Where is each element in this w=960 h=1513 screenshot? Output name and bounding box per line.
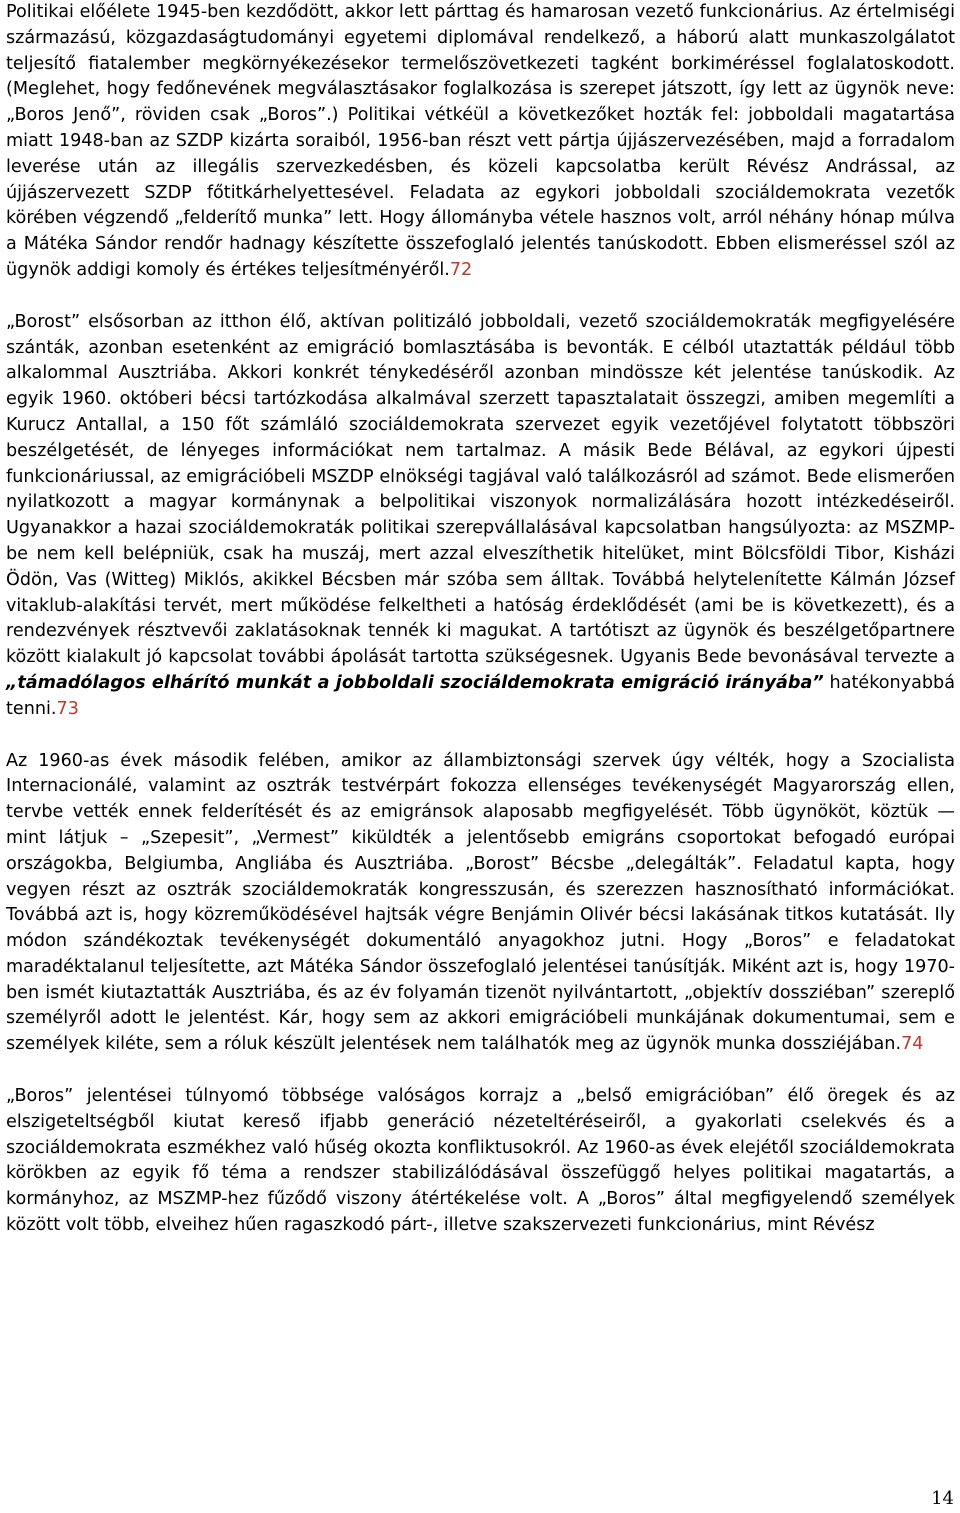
paragraph-text: Az 1960-as évek második felében, amikor az állambiztonsági szervek úgy vélték, hogy a Szocialista Internacionálé, valamint az osztrák testvérpárt fokozza ellenséges tevékenységét Magyarország ellen, tervbe vették ennek felderítését és az emigránsok alaposabb megfigyelését. Több ügynököt, köztük — mint látjuk – „Szepesit”, „Vermest” kiküldték a jelentősebb emigráns csoportokat befogadó európai országokba, Belgiumba, Angliába és Ausztriába. „Borost” Bécsbe „delegálták”. Feladatul kapta, hogy vegyen részt az osztrák szociáldemokraták kongresszusán, és szerezzen hasznosítható információkat. Továbbá azt is, hogy közreműködésével hajtsák végre Benjámin Olivér bécsi lakásának titkos kutatását. Ily módon szándékoztak tevékenységét dokumentáló anyagokhoz jutni. Hogy „Boros” e feladatokat maradéktalanul teljesítette, azt Mátéka Sándor összefoglaló jelentései tanúsítják. Miként azt is, hogy 1970-ben ismét kiutaztatták Ausztriába, és az év folyamán tizenöt nyilvántartott, „objektív dossziéban” szereplő személyről adott le jelentést. Kár, hogy sem az akkori emigrációbeli munkájának dokumentumai, sem e személyek kilétе, sem a róluk készült jelentések nem találhatók meg az ügynök munka dossziéjában. xyxy=(6,750,955,1055)
paragraph-3 xyxy=(6,749,955,1059)
footnote-ref-73[interactable]: 73 xyxy=(56,698,79,719)
paragraph-text: „Borost” elsősorban az itthon élő, aktívan politizáló jobboldali, vezető szociáldemokraták megfigyelésére szánták, azonban esetenként az emigráció bomlasztásába is bevonták. E célból utaztatták például több alkalommal Ausztriába. Akkori konkrét ténykedéséről azonban mindössze két jelentése tanúskodik. Az egyik 1960. októberi bécsi tartózkodása alkalmával szerzett tapasztalatait összegzi, amiben megemlíti a Kurucz Antallal, a 150 főt számláló szociáldemokrata szervezet egyik vezetőjével folytatott többszöri beszélgetését, de lényeges információkat nem tartalmaz. A másik Bede Bélával, az egykori újpesti funkcionáriussal, az emigrációbeli MSZDP elnökségi tagjával való találkozásról ad számot. Bede elismerően nyilatkozott a magyar kormánynak a belpolitikai viszonyok normalizálására hozott intézkedéseiről. Ugyanakkor a hazai szociáldemokraták politikai szerepvállalásával kapcsolatban hangsúlyozta: az MSZMP-be nem kell belépniük, csak ha muszáj, mert azzal elveszíthetik hitelüket, mint Bölcsföldi Tibor, Kisházi Ödön, Vas (Witteg) Miklós, akikkel Bécsben már szóba sem álltak. Továbbá helytelenítette Kálmán József vitaklub-alakítási tervét, mert működése felkeltheti a hatóság érdeklődését (ami be is következett), és a rendezvények résztvevői zaklatásoknak tennék ki magukat. A tartótiszt az ügynök és beszélgetőpartnere között kialakult jó kapcsolat további ápolását tartotta szükségesnek. Ugyanis Bede bevonásával tervezte a xyxy=(6,311,955,668)
paragraph-text-end: hatékonyabbá tenni. xyxy=(6,672,955,719)
paragraph-4 xyxy=(6,1084,955,1239)
paragraph-1 xyxy=(6,0,955,284)
document-page xyxy=(6,0,955,1239)
paragraph-2 xyxy=(6,310,955,723)
footnote-ref-74[interactable]: 74 xyxy=(901,1034,924,1055)
page-number: 14 xyxy=(931,1488,954,1509)
paragraph-text: Politikai előélete 1945-ben kezdődött, akkor lett párttag és hamarosan vezető funkcionárius. Az értelmiségi származású, közgazdaságtudományi egyetemi diplomával rendelkező, a háború alatt munkaszolgálatot teljesítő fiatalember megkörnyékezésekor termelőszövetkezeti tagként borkiméréssel foglalatoskodott. (Meglehet, hogy fedőnevének megválasztásakor foglalkozása is szerepet játszott, így lett az ügynök neve: „Boros Jenő”, röviden csak „Boros”.) Politikai vétkéül a következőket hozták fel: jobboldali magatartása miatt 1948-ban az SZDP kizárta soraiból, 1956-ban részt vett pártja újjászervezésében, majd a forradalom leverése után az illegális szervezkedésben, és közeli kapcsolatba került Révész Andrással, az újjászervezett SZDP főtitkárhelyettesével. Feladata az egykori jobboldali szociáldemokrata vezetők körében végzendő „felderítő munka” lett. Hogy állományba vétele hasznos volt, arról néhány hónap múlva a Mátéka Sándor rendőr hadnagy készítette összefoglaló jelentés tanúskodott. Ebben elismeréssel szól az ügynök addigi komoly és értékes teljesítményéről. xyxy=(6,2,955,280)
footnote-ref-72[interactable]: 72 xyxy=(449,259,473,280)
paragraph-text: „Boros” jelentései túlnyomó többsége valóságos korrajz a „belső emigrációban” élő öregek és az elszigeteltségből kiutat kereső ifjabb generáció nézeteltéréseiről, a gyakorlati cselekvés és a szociáldemokrata eszmékhez való hűség okozta konfliktusokról. Az 1960-as évek elejétől szociáldemokrata körökben az egyik fő téma a rendszer stabilizálódásával összefüggő helyes politikai magatartás, a kormányhoz, az MSZMP-hez fűződő viszony átértékelése volt. A „Boros” által megfigyelendő személyek között volt több, elveihez hűen ragaszkodó párt-, illetve szakszervezeti funkcionárius, mint Révész xyxy=(6,1086,955,1236)
quoted-emphasis: „támadólagos elhárító munkát a jobboldali szociáldemokrata emigráció irányába” xyxy=(6,672,824,693)
